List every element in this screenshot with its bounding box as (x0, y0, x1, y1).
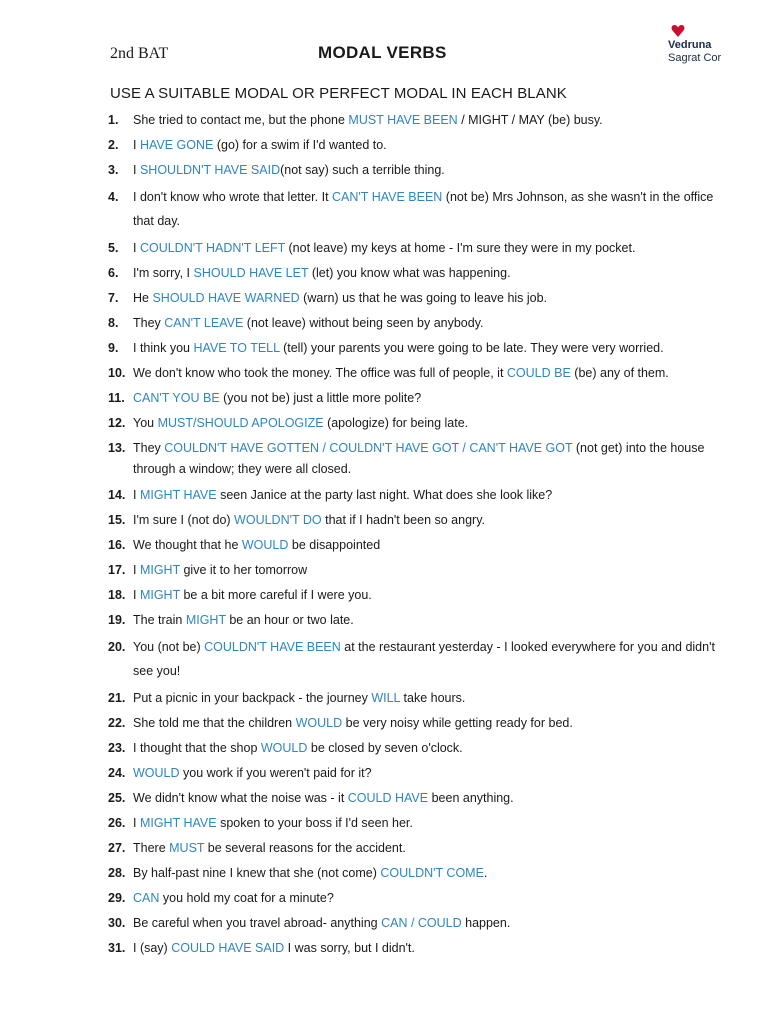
sentence-text: I (133, 138, 140, 152)
exercise-item (108, 738, 718, 758)
exercise-item (108, 938, 718, 958)
answer-text: HAVE GONE (139, 138, 214, 152)
answer-text: WOULDN'T DO (234, 513, 322, 527)
sentence-text: Put a picnic in your backpack - the journey (133, 691, 372, 705)
answer-text: WILL (371, 691, 401, 705)
answer-text: WOULD (133, 766, 180, 780)
exercise-number: 24. (108, 766, 126, 780)
sentence-text: be an hour or two late. (225, 613, 354, 627)
sentence-text: spoken to your boss if I'd seen her. (216, 816, 413, 830)
exercise-number: 27. (108, 841, 126, 855)
exercise-item (108, 388, 718, 408)
exercise-number: 15. (108, 513, 126, 527)
exercise-item (108, 185, 718, 233)
sentence-text: You (not be) (133, 640, 205, 654)
exercise-number: 16. (108, 538, 126, 552)
exercise-number: 28. (108, 866, 126, 880)
exercise-number: 31. (108, 941, 126, 955)
heart-logo-icon (671, 24, 685, 38)
answer-text: CAN'T HAVE BEEN (332, 190, 443, 204)
answer-text: CAN / COULD (381, 916, 462, 930)
exercise-number: 14. (108, 488, 126, 502)
sentence-text: There (133, 841, 170, 855)
exercise-number: 6. (108, 266, 119, 280)
exercise-item (108, 363, 718, 383)
exercise-number: 26. (108, 816, 126, 830)
sentence-text: I think you (133, 341, 194, 355)
answer-text: MUST (169, 841, 205, 855)
exercise-item (108, 635, 718, 683)
answer-text: COULD HAVE (347, 791, 429, 805)
sentence-text: (warn) us that he was going to leave his job. (299, 291, 548, 305)
exercise-item (108, 788, 718, 808)
exercise-list (108, 110, 718, 963)
sentence-text: that if I hadn't been so angry. (321, 513, 485, 527)
exercise-item (108, 413, 718, 433)
sentence-text: She told me that the children (133, 716, 296, 730)
sentence-text: give it to her tomorrow (180, 563, 308, 577)
exercise-item (108, 535, 718, 555)
exercise-number: 8. (108, 316, 119, 330)
sentence-text: I (133, 563, 140, 577)
document-title: MODAL VERBS (318, 43, 447, 62)
sentence-text: I (say) (133, 941, 172, 955)
sentence-text: be a bit more careful if I were you. (180, 588, 372, 602)
exercise-item (108, 688, 718, 708)
exercise-number: 7. (108, 291, 119, 305)
sentence-text: be very noisy while getting ready for bed. (342, 716, 573, 730)
exercise-item (108, 313, 718, 333)
exercise-item (108, 585, 718, 605)
exercise-number: 9. (108, 341, 119, 355)
instruction-heading: USE A SUITABLE MODAL OR PERFECT MODAL IN EACH BLANK (110, 85, 567, 102)
exercise-item (108, 838, 718, 858)
exercise-number: 30. (108, 916, 126, 930)
sentence-text: I'm sorry, I (133, 266, 194, 280)
exercise-item (108, 485, 718, 505)
sentence-text: I (133, 241, 140, 255)
answer-text: MIGHT (139, 563, 180, 577)
sentence-text: I (133, 488, 140, 502)
sentence-text: been anything. (428, 791, 514, 805)
answer-text: SHOULD HAVE LET (193, 266, 309, 280)
sentence-text: I don't know who wrote that letter. It (133, 190, 333, 204)
sentence-text: (be) any of them. (570, 366, 669, 380)
sentence-text: (not be) Mrs Johnson, as she wasn't in the office that day. (133, 190, 714, 228)
sentence-text: you hold my coat for a minute? (159, 891, 334, 905)
exercise-item (108, 763, 718, 783)
sentence-text: Be careful when you travel abroad- anything (133, 916, 382, 930)
sentence-text: you work if you weren't paid for it? (179, 766, 372, 780)
answer-text: COULD BE (506, 366, 571, 380)
answer-text: CAN'T LEAVE (164, 316, 244, 330)
sentence-text: at the restaurant yesterday - I looked everywhere for you and didn't see you! (133, 640, 715, 678)
answer-text: COULDN'T COME (380, 866, 484, 880)
exercise-number: 18. (108, 588, 126, 602)
answer-text: CAN (133, 891, 160, 905)
exercise-item (108, 610, 718, 630)
sentence-text: She tried to contact me, but the phone (133, 113, 349, 127)
exercise-number: 2. (108, 138, 119, 152)
sentence-text: take hours. (400, 691, 466, 705)
exercise-number: 29. (108, 891, 126, 905)
sentence-text: I'm sure I (not do) (133, 513, 235, 527)
exercise-number: 20. (108, 640, 126, 654)
exercise-number: 11. (108, 391, 125, 405)
exercise-number: 10. (108, 366, 126, 380)
answer-text: COULD HAVE SAID (171, 941, 285, 955)
sentence-text: I (133, 163, 140, 177)
sentence-text: By half-past nine I knew that she (not come) (133, 866, 381, 880)
exercise-item (108, 510, 718, 530)
sentence-text: be disappointed (288, 538, 381, 552)
answer-text: MUST HAVE BEEN (348, 113, 458, 127)
answer-text: MIGHT (139, 588, 180, 602)
exercise-number: 1. (108, 113, 119, 127)
exercise-number: 12. (108, 416, 126, 430)
exercise-item (108, 713, 718, 733)
exercise-number: 25. (108, 791, 126, 805)
exercise-item (108, 160, 718, 180)
exercise-number: 3. (108, 163, 119, 177)
sentence-text: I was sorry, but I didn't. (284, 941, 415, 955)
sentence-text: (tell) your parents you were going to be late. They were very worried. (279, 341, 664, 355)
sentence-text: (apologize) for being late. (323, 416, 469, 430)
school-logo (668, 24, 768, 68)
exercise-item (108, 813, 718, 833)
sentence-text: (not get) into the house through a window; they were all closed. (133, 441, 705, 476)
answer-text: WOULD (241, 538, 289, 552)
exercise-item (108, 338, 718, 358)
exercise-number: 22. (108, 716, 126, 730)
answer-text: SHOULD HAVE WARNED (152, 291, 300, 305)
sentence-text: be several reasons for the accident. (204, 841, 406, 855)
answer-text: MIGHT HAVE (139, 816, 217, 830)
answer-text: SHOULDN'T HAVE SAID (139, 163, 281, 177)
sentence-text: happen. (461, 916, 511, 930)
answer-text: COULDN'T HAVE BEEN (204, 640, 341, 654)
exercise-number: 13. (108, 441, 126, 455)
sentence-text: . (483, 866, 488, 880)
exercise-item (108, 438, 718, 480)
exercise-item (108, 863, 718, 883)
answer-text: CAN'T YOU BE (133, 391, 220, 405)
exercise-item (108, 110, 718, 130)
exercise-item (108, 263, 718, 283)
exercise-item (108, 913, 718, 933)
sentence-text: He (133, 291, 153, 305)
sentence-text: (not leave) without being seen by anybody. (243, 316, 484, 330)
exercise-item (108, 135, 718, 155)
sentence-text: We didn't know what the noise was - it (133, 791, 348, 805)
sentence-text: (not say) such a terrible thing. (280, 163, 445, 177)
sentence-text: be closed by seven o'clock. (307, 741, 463, 755)
answer-text: HAVE TO TELL (193, 341, 280, 355)
exercise-item (108, 560, 718, 580)
answer-text: MUST/SHOULD APOLOGIZE (157, 416, 324, 430)
sentence-text: I (133, 588, 140, 602)
exercise-number: 21. (108, 691, 126, 705)
sentence-text: I (133, 816, 140, 830)
exercise-item (108, 238, 718, 258)
sentence-text: They (133, 441, 165, 455)
answer-text: MIGHT HAVE (139, 488, 217, 502)
sentence-text: We thought that he (133, 538, 242, 552)
sentence-text: seen Janice at the party last night. What does she look like? (216, 488, 553, 502)
answer-text: WOULD (295, 716, 343, 730)
exercise-item (108, 288, 718, 308)
exercise-number: 5. (108, 241, 119, 255)
sentence-text: (let) you know what was happening. (308, 266, 511, 280)
sentence-text: (not leave) my keys at home - I'm sure they were in my pocket. (285, 241, 636, 255)
sentence-text: They (133, 316, 165, 330)
exercise-item (108, 888, 718, 908)
sentence-text: / MIGHT / MAY (be) busy. (457, 113, 603, 127)
answer-text: MIGHT (185, 613, 226, 627)
logo-text-line1: Vedruna (668, 39, 712, 51)
sentence-text: You (133, 416, 158, 430)
sentence-text: I thought that the shop (133, 741, 261, 755)
sentence-text: (you not be) just a little more polite? (219, 391, 422, 405)
answer-text: COULDN'T HADN'T LEFT (139, 241, 286, 255)
answer-text: WOULD (260, 741, 308, 755)
exercise-number: 19. (108, 613, 126, 627)
class-label: 2nd BAT (110, 45, 169, 62)
exercise-number: 4. (108, 190, 119, 204)
sentence-text: (go) for a swim if I'd wanted to. (213, 138, 387, 152)
exercise-number: 17. (108, 563, 126, 577)
logo-text-line2: Sagrat Cor (668, 52, 722, 64)
sentence-text: We don't know who took the money. The office was full of people, it (133, 366, 507, 380)
answer-text: COULDN'T HAVE GOTTEN / COULDN'T HAVE GOT / CAN'T HAVE GOT (164, 441, 573, 455)
exercise-number: 23. (108, 741, 126, 755)
sentence-text: The train (133, 613, 186, 627)
